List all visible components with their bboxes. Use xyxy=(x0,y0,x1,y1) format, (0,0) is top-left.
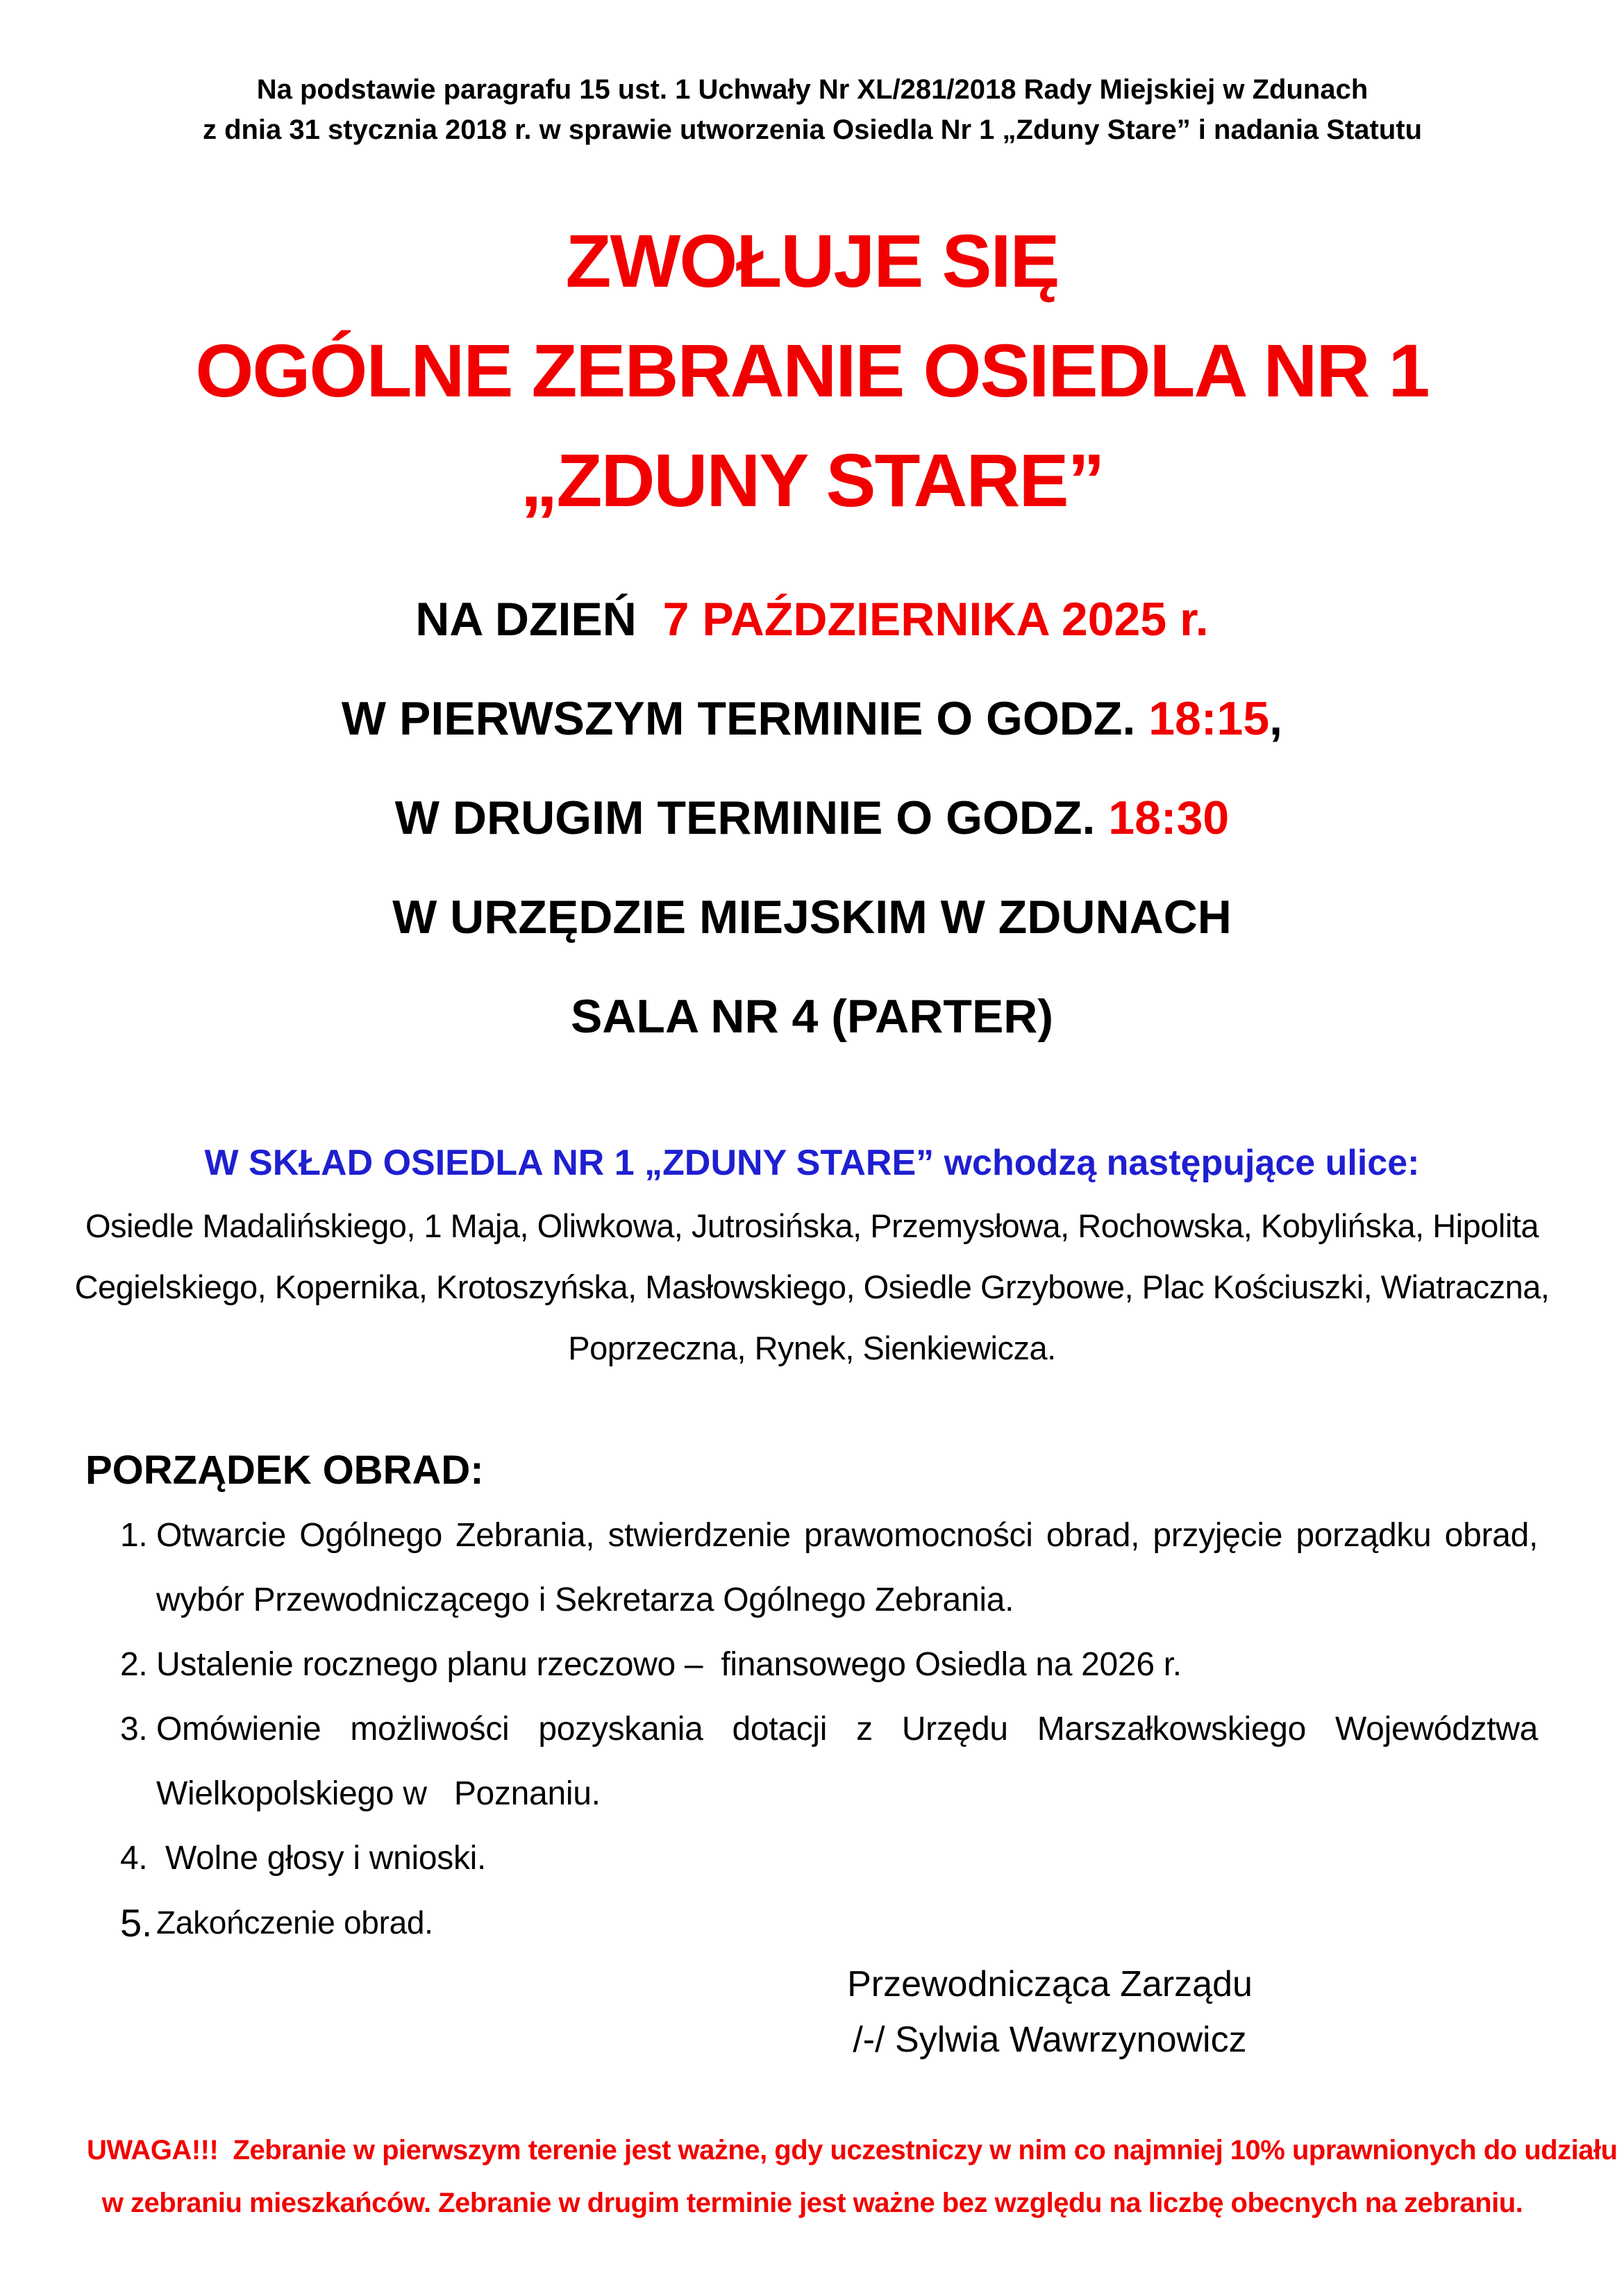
agenda-item-4 xyxy=(87,1826,1538,1891)
notice-title-line-2: OGÓLNE ZEBRANIE OSIEDLA NR 1 xyxy=(195,328,1429,412)
agenda-item-1-line-2: wybór Przewodniczącego i Sekretarza Ogólnego Zebrania. xyxy=(156,1582,1014,1618)
legal-basis-line-2: z dnia 31 stycznia 2018 r. w sprawie utworzenia Osiedla Nr 1 „Zduny Stare” i nadania Statutu xyxy=(202,115,1423,145)
agenda-item-1 xyxy=(87,1503,1538,1632)
agenda-item-1-number: 1. xyxy=(120,1517,148,1554)
signature-role: Przewodnicząca Zarządu xyxy=(847,1964,1253,2004)
meeting-date-label: NA DZIEŃ xyxy=(415,593,663,646)
meeting-schedule xyxy=(0,570,1624,1066)
legal-basis-header xyxy=(87,69,1538,150)
signature-name: /-/ Sylwia Wawrzynowicz xyxy=(853,2020,1247,2060)
signature-block xyxy=(842,1956,1258,2068)
agenda-item-5 xyxy=(87,1891,1538,1955)
agenda-item-3-line-2: Wielkopolskiego w Poznaniu. xyxy=(156,1775,601,1812)
streets-line-3: Poprzeczna, Rynek, Sienkiewicza. xyxy=(568,1330,1056,1366)
agenda-item-4-line-1: Wolne głosy i wnioski. xyxy=(156,1840,487,1877)
agenda-item-2-number: 2. xyxy=(120,1646,148,1683)
venue-line: W URZĘDZIE MIEJSKIM W ZDUNACH xyxy=(392,891,1232,944)
attendance-warning-line-1: UWAGA!!! Zebranie w pierwszym terenie jest ważne, gdy uczestniczy w nim co najmniej 10% uprawnionych do udziału xyxy=(87,2135,1618,2165)
streets-line-1: Osiedle Madalińskiego, 1 Maja, Oliwkowa, Jutrosińska, Przemysłowa, Rochowska, Kobylińska, Hipolita xyxy=(85,1207,1539,1244)
first-term-comma: , xyxy=(1269,692,1283,745)
second-term-time: 18:30 xyxy=(1108,791,1230,844)
notice-title-line-1: ZWOŁUJE SIĘ xyxy=(565,219,1059,303)
streets-line-2: Cegielskiego, Kopernika, Krotoszyńska, Masłowskiego, Osiedle Grzybowe, Plac Kościuszki, Wiatraczna, xyxy=(74,1268,1550,1305)
agenda-item-3 xyxy=(87,1697,1538,1826)
attendance-warning xyxy=(87,2124,1618,2229)
agenda-item-5-line-1: Zakończenie obrad. xyxy=(156,1904,433,1941)
room-line: SALA NR 4 (PARTER) xyxy=(570,990,1054,1043)
agenda-heading: PORZĄDEK OBRAD: xyxy=(85,1448,484,1493)
attendance-warning-line-2: w zebraniu mieszkańców. Zebranie w drugim terminie jest ważne bez względu na liczbę obecnych na zebraniu. xyxy=(101,2188,1523,2218)
agenda-item-2-line-1: Ustalenie rocznego planu rzeczowo – finansowego Osiedla na 2026 r. xyxy=(156,1646,1182,1683)
agenda-item-3-number: 3. xyxy=(120,1711,148,1748)
agenda-item-1-line-1: Otwarcie Ogólnego Zebrania, stwierdzenie prawomocności obrad, przyjęcie porządku obrad, xyxy=(156,1517,1538,1554)
agenda-item-2 xyxy=(87,1632,1538,1697)
first-term-label: W PIERWSZYM TERMINIE O GODZ. xyxy=(341,692,1149,745)
first-term-time: 18:15 xyxy=(1148,692,1270,745)
agenda-list xyxy=(87,1503,1538,1955)
streets-heading: W SKŁAD OSIEDLA NR 1 „ZDUNY STARE” wchodzą następujące ulice: xyxy=(204,1143,1420,1183)
notice-title-line-3: „ZDUNY STARE” xyxy=(520,438,1104,522)
notice-title xyxy=(0,206,1624,535)
meeting-date-line xyxy=(0,570,1624,669)
agenda-item-3-line-1: Omówienie możliwości pozyskania dotacji z Urzędu Marszałkowskiego Województwa xyxy=(156,1711,1538,1748)
first-term-line xyxy=(0,669,1624,769)
agenda-item-5-number: 5. xyxy=(120,1901,153,1945)
legal-basis-line-1: Na podstawie paragrafu 15 ust. 1 Uchwały Nr XL/281/2018 Rady Miejskiej w Zdunach xyxy=(256,74,1368,105)
second-term-label: W DRUGIM TERMINIE O GODZ. xyxy=(394,791,1109,844)
agenda-item-4-number: 4. xyxy=(120,1840,148,1877)
streets-list xyxy=(0,1196,1624,1379)
meeting-date-value: 7 PAŹDZIERNIKA 2025 r. xyxy=(662,593,1209,646)
second-term-line xyxy=(0,769,1624,868)
